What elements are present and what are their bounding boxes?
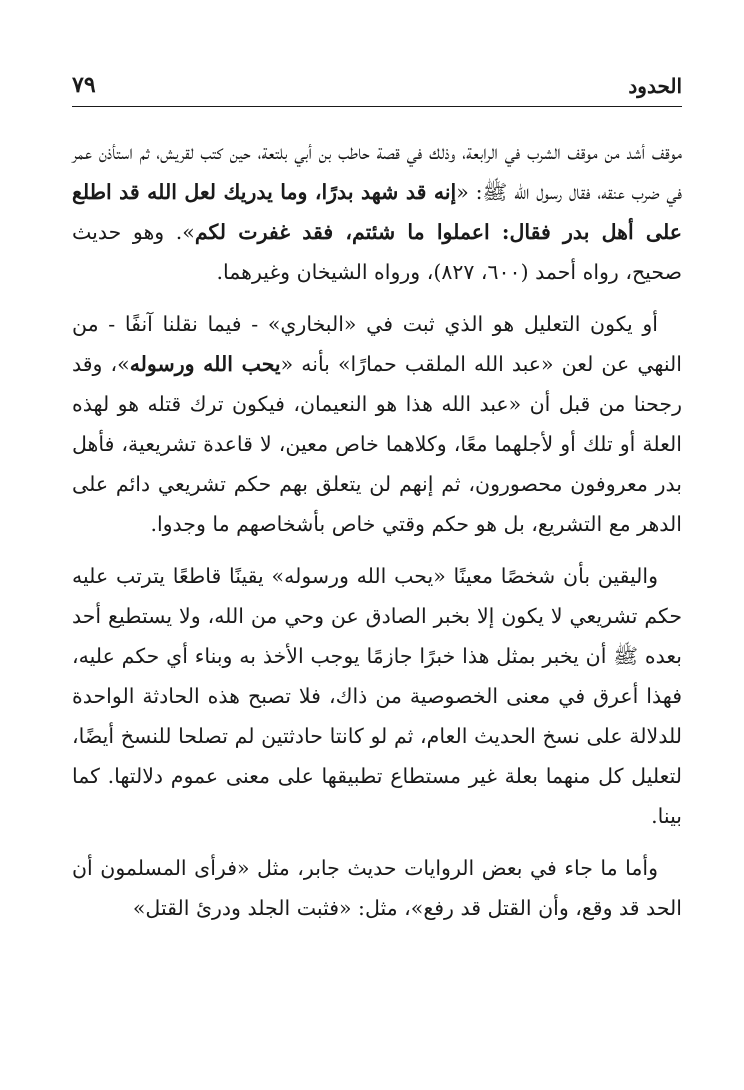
text-run: موقف أشد من موقف الشرب في الرابعة، وذلك في قصة حاطب بن أبي بلتعة، حين كتب لقريش، ثم استأذن عمر في ضرب عنقه، فقال رسول الله ﷺ: « bbox=[72, 140, 683, 204]
text-run: ». وهو حديث صحيح، رواه أحمد (٦٠٠، ٨٢٧)، ورواه الشيخان وغيرهما. bbox=[72, 220, 682, 284]
hadith-quote-bold: يحب الله ورسوله bbox=[129, 352, 281, 376]
paragraph-4 bbox=[72, 848, 682, 928]
header-rule bbox=[72, 106, 682, 107]
text-run: وأما ما جاء في بعض الروايات حديث جابر، مثل «فرأى المسلمون أن الحد قد وقع، وأن القتل قد رفع»، مثل: «فثبت الجلد ودرئ القتل» bbox=[72, 856, 682, 920]
paragraph-3 bbox=[72, 556, 682, 836]
body-text bbox=[72, 132, 682, 940]
text-run: »، وقد رجحنا من قبل أن «عبد الله هذا هو النعيمان، فيكون ترك قتله هو لهذه العلة أو تلك أو لأجلهما معًا، وكلاهما خاص معين، لا قاعدة تشريعية، فأهل بدر معروفون محصورون، ثم إنهم لن يتعلق بهم حكم تشريعي دائم على الدهر مع التشريع، بل هو حكم وقتي خاص بأشخاصهم ما وجدوا. bbox=[72, 352, 682, 536]
text-run: واليقين بأن شخصًا معينًا «يحب الله ورسوله» يقينًا قاطعًا يترتب عليه حكم تشريعي لا يكون إلا بخبر الصادق عن وحي من الله، ولا يستطيع أحد بعده ﷺ أن يخبر بمثل هذا خبرًا جازمًا يوجب الأخذ به وبناء أي حكم عليه، فهذا أعرق في معنى الخصوصية من ذاك، فلا تصبح هذه الحادثة الواحدة للدلالة على نسخ الحديث العام، ثم لو كانتا حادثتين لم تصلحا للنسخ أيضًا، لتعليل كل منهما بعلة غير مستطاع تطبيقها على معنى عموم دلالتها. كما بينا. bbox=[72, 564, 682, 828]
paragraph-2 bbox=[72, 304, 682, 544]
running-title: الحدود bbox=[628, 74, 682, 98]
page-header bbox=[72, 68, 682, 104]
text-run: أو يكون التعليل هو الذي ثبت في «البخاري» - فيما نقلنا آنفًا - من النهي عن لعن «عبد الله الملقب حمارًا» بأنه « bbox=[72, 312, 682, 376]
page-number: ٧٩ bbox=[72, 72, 96, 98]
hadith-quote-bold: إنه قد شهد بدرًا، وما يدريك لعل الله قد اطلع على أهل بدر فقال: اعملوا ما شئتم، فقد غفرت لكم bbox=[72, 180, 682, 244]
paragraph-1 bbox=[72, 132, 682, 292]
